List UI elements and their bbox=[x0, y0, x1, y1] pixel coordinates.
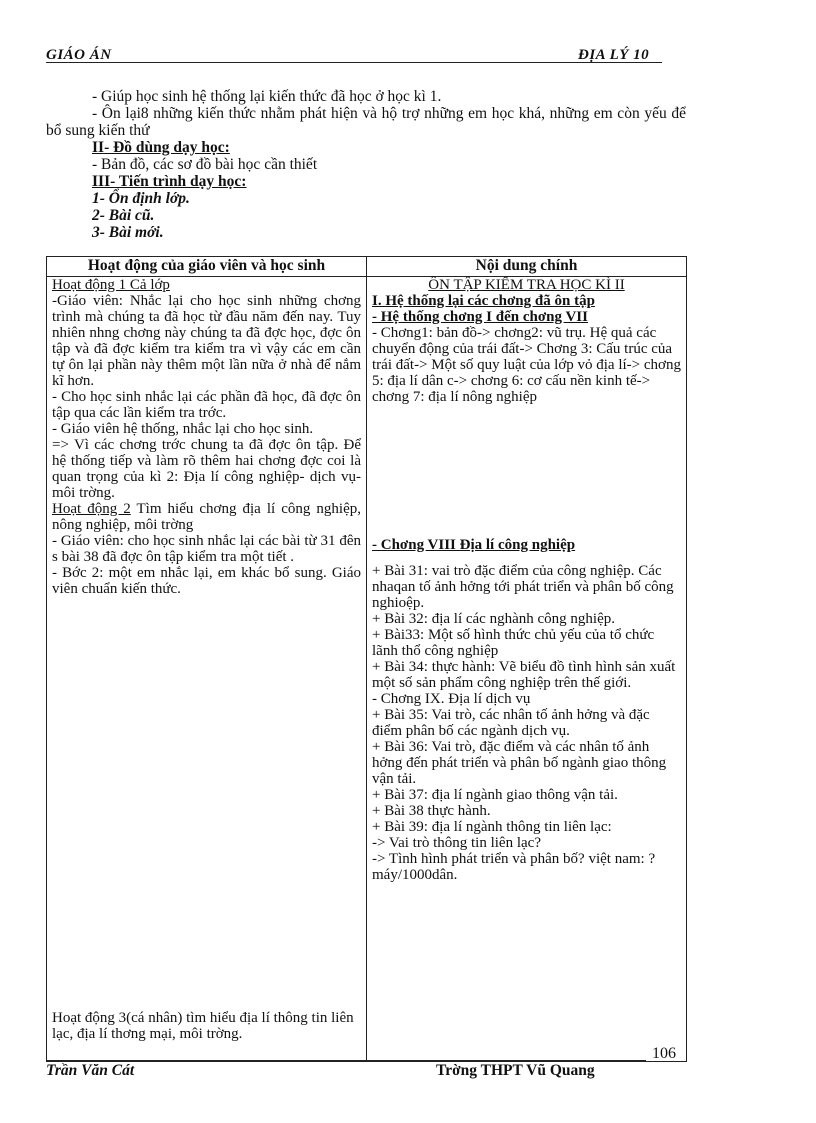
footer-school: Trờng THPT Vũ Quang bbox=[436, 1062, 595, 1079]
lesson-item: + Bài 34: thực hành: Vẽ biểu đồ tình hình sản xuất một số sản phẩm công nghiệp trên thế giới. bbox=[372, 659, 676, 691]
footer-author: Trần Văn Cát bbox=[46, 1062, 135, 1079]
step-1: 1- Ổn định lớp. bbox=[92, 190, 190, 207]
col-header-activities: Hoạt động của giáo viên và học sinh bbox=[47, 257, 367, 277]
content-title: ÔN TẬP KIỂM TRA HỌC KÌ II bbox=[428, 277, 625, 293]
lesson-item: -> Vai trò thông tin liên lạc? bbox=[372, 835, 541, 851]
lesson-item: + Bài 38 thực hành. bbox=[372, 803, 491, 819]
activity-2-heading bbox=[52, 501, 361, 533]
section-1-subheading: - Hệ thống chơng I đến chơng VII bbox=[372, 309, 588, 325]
intro-section bbox=[46, 88, 686, 241]
page-number: 106 bbox=[652, 1045, 676, 1062]
chapter-heading: - Chơng IX. Địa lí dịch vụ bbox=[372, 691, 531, 707]
lesson-item: + Bài33: Một số hình thức chủ yếu của tổ chức lãnh thổ công nghiệp bbox=[372, 627, 655, 659]
activity-3-text: Hoạt động 3(cá nhân) tìm hiểu địa lí thông tin liên lạc, địa lí thơng mại, môi trờng. bbox=[52, 1010, 354, 1042]
activity-1-text: - Giáo viên hệ thống, nhắc lại cho học sinh. bbox=[52, 421, 314, 437]
section-heading-process: III- Tiến trình dạy học: bbox=[92, 173, 247, 190]
lesson-item: + Bài 35: Vai trò, các nhân tố ảnh hởng và đặc điểm phân bố các ngành dịch vụ. bbox=[372, 707, 650, 739]
step-3: 3- Bài mới. bbox=[92, 224, 164, 241]
activity-1-text: => Vì các chơng trớc chung ta đã đợc ôn tập. Để hệ thống tiếp và làm rõ thêm hai chơng đợc coi là quan trọng của kì 2: Địa lí công nghiệp- dịch vụ- môi trờng. bbox=[52, 437, 361, 501]
header-subject: GIÁO ÁN bbox=[46, 47, 112, 63]
activities-cell bbox=[47, 277, 367, 1062]
intro-line-3: - Bản đồ, các sơ đồ bài học cần thiết bbox=[92, 156, 318, 173]
content-cell bbox=[367, 277, 687, 1062]
activity-1-title: Hoạt động 1 Cả lớp bbox=[52, 277, 170, 293]
lesson-item: + Bài 31: vai trò đặc điểm của công nghiệp. Các nhaqan tố ảnh hởng tới phát triển và phân bố công nghioệp. bbox=[372, 563, 674, 611]
activity-2-title: Hoạt động 2 bbox=[52, 501, 131, 517]
step-2: 2- Bài cũ. bbox=[92, 207, 155, 224]
lesson-item: + Bài 39: địa lí ngành thông tin liên lạc: bbox=[372, 819, 612, 835]
lesson-item: + Bài 37: địa lí ngành giao thông vận tải. bbox=[372, 787, 618, 803]
lesson-table bbox=[46, 256, 687, 1062]
section-2-heading: - Chơng VIII Địa lí công nghiệp bbox=[372, 537, 576, 553]
section-heading-materials: II- Đồ dùng dạy học: bbox=[92, 139, 230, 156]
col-header-content: Nội dung chính bbox=[367, 257, 687, 277]
header-divider bbox=[46, 62, 662, 63]
spacer bbox=[372, 405, 681, 537]
activity-2-text: - Bớc 2: một em nhắc lại, em khác bổ sung. Giáo viên chuẩn kiến thức. bbox=[52, 565, 361, 597]
header-course: ĐỊA LÝ 10 bbox=[578, 47, 650, 63]
activity-2-topic: Tìm hiểu chơng địa lí công nghiệp, nông nghiệp, môi trờng bbox=[52, 501, 361, 533]
footer-divider bbox=[46, 1060, 646, 1061]
intro-line-1: - Giúp học sinh hệ thống lại kiến thức đã học ở học kì 1. bbox=[92, 88, 442, 105]
intro-line-2: - Ôn lại8 những kiến thức nhằm phát hiện và hộ trợ những em học khá, những em còn yếu để bổ sung kiến thứ bbox=[46, 105, 686, 139]
lesson-item: + Bài 36: Vai trò, đặc điểm và các nhân tố ảnh hởng đến phát triển và phân bố ngành giao thông vận tải. bbox=[372, 739, 667, 787]
lesson-item: + Bài 32: địa lí các nghành công nghiệp. bbox=[372, 611, 615, 627]
activity-1-text: - Cho học sinh nhắc lại các phần đã học, đã đợc ôn tập qua các lần kiểm tra trớc. bbox=[52, 389, 361, 421]
lesson-item: -> Tình hình phát triển và phân bố? việt nam: ? máy/1000dân. bbox=[372, 851, 656, 883]
activity-2-text: - Giáo viên: cho học sinh nhắc lại các bài từ 31 đên s bài 38 đã đợc ôn tập kiểm tra một tiết . bbox=[52, 533, 361, 565]
section-1-heading: I. Hệ thống lại các chơng đã ôn tập bbox=[372, 293, 595, 309]
activity-1-text: -Giáo viên: Nhắc lại cho học sinh những chơng trình mà chúng ta đã học từ đầu năm đến nay. Tuy nhiên nhng chơng này chúng ta đã đợc học, đợc ôn tập và đã đợc kiểm tra kiểm tra vì vậy các em cần tự ôn lại phần này thêm một lần nữa ở nhà để nắm kĩ hơn. bbox=[52, 293, 361, 389]
spacer bbox=[372, 553, 681, 563]
section-1-text: - Chơng1: bản đồ-> chơng2: vũ trụ. Hệ quả các chuyển động của trái đất-> Chơng 3: Cấu trúc của trái đất-> Một số quy luật của lớp vỏ địa lí-> chơng 5: địa lí dân c-> chơng 6: cơ cấu nền kinh tế-> chơng 7: địa lí nông nghiệp bbox=[372, 325, 681, 405]
